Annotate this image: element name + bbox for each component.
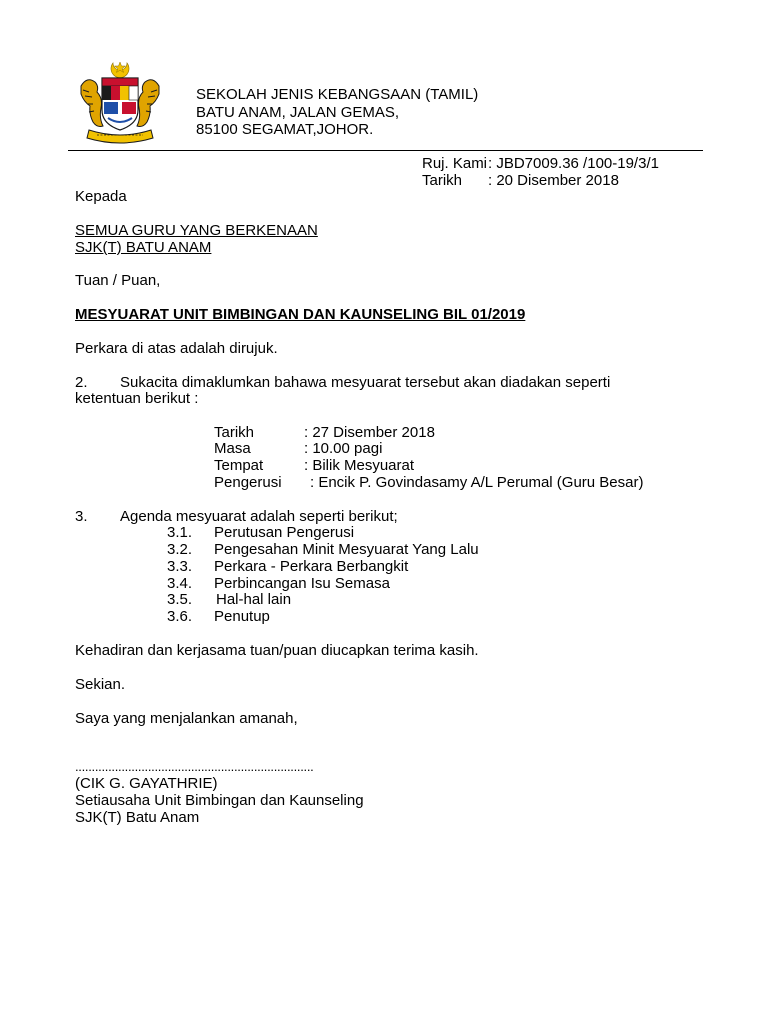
detail-label: Pengerusi — [214, 474, 282, 491]
signatory-organization: SJK(T) Batu Anam — [75, 809, 200, 826]
agenda-item: Pengesahan Minit Mesyuarat Yang Lalu — [214, 541, 479, 558]
address-line-2: 85100 SEGAMAT,JOHOR. — [196, 121, 374, 138]
ref-value: : JBD7009.36 /100-19/3/1 — [488, 155, 659, 172]
detail-value: : Encik P. Govindasamy A/L Perumal (Guru Besar) — [310, 474, 644, 491]
date-label: Tarikh — [422, 172, 463, 189]
agenda-item: Penutup — [214, 608, 270, 625]
signatory-title: Setiausaha Unit Bimbingan dan Kaunseling — [75, 792, 364, 809]
salutation: Tuan / Puan, — [75, 272, 161, 289]
agenda-number: 3.3. — [167, 558, 193, 575]
kepada-label: Kepada — [75, 188, 127, 205]
agenda-number: 3.1. — [167, 524, 193, 541]
signature-line: ........................................................................ — [75, 759, 314, 774]
paragraph-2-number: 2. — [75, 374, 88, 391]
paragraph-2-line-1: Sukacita dimaklumkan bahawa mesyuarat tersebut akan diadakan seperti — [120, 374, 611, 391]
coat-of-arms-logo — [77, 60, 163, 148]
agenda-number: 3.2. — [167, 541, 193, 558]
ref-label: Ruj. Kami — [422, 155, 488, 172]
detail-label: Tempat — [214, 457, 264, 474]
agenda-number: 3.6. — [167, 608, 193, 625]
signatory-name: (CIK G. GAYATHRIE) — [75, 775, 218, 792]
paragraph-3-number: 3. — [75, 508, 88, 525]
paragraph-3-text: Agenda mesyuarat adalah seperti berikut; — [120, 508, 398, 525]
thanks-line: Kehadiran dan kerjasama tuan/puan diucapkan terima kasih. — [75, 642, 479, 659]
detail-value: : Bilik Mesyuarat — [304, 457, 415, 474]
address-line-1: BATU ANAM, JALAN GEMAS, — [196, 104, 400, 121]
agenda-number: 3.4. — [167, 575, 193, 592]
letterhead-divider — [68, 150, 703, 151]
date-value: : 20 Disember 2018 — [488, 172, 619, 189]
agenda-item: Perutusan Pengerusi — [214, 524, 355, 541]
detail-value: : 10.00 pagi — [304, 440, 383, 457]
recipient-line-1: SEMUA GURU YANG BERKENAAN — [75, 222, 318, 239]
agenda-item: Perbincangan Isu Semasa — [214, 575, 390, 592]
detail-label: Tarikh — [214, 424, 255, 441]
detail-value: : 27 Disember 2018 — [304, 424, 435, 441]
agenda-item: Hal-hal lain — [216, 591, 292, 608]
sekian-line: Sekian. — [75, 676, 126, 693]
paragraph-2-line-2: ketentuan berikut : — [75, 390, 199, 407]
agenda-number: 3.5. — [167, 591, 193, 608]
agenda-item: Perkara - Perkara Berbangkit — [214, 558, 409, 575]
subject-heading: MESYUARAT UNIT BIMBINGAN DAN KAUNSELING BIL 01/2019 — [75, 306, 526, 323]
paragraph-1: Perkara di atas adalah dirujuk. — [75, 340, 278, 357]
recipient-line-2: SJK(T) BATU ANAM — [75, 239, 212, 256]
amanah-line: Saya yang menjalankan amanah, — [75, 710, 298, 727]
detail-label: Masa — [214, 440, 251, 457]
school-name: SEKOLAH JENIS KEBANGSAAN (TAMIL) — [196, 86, 479, 103]
